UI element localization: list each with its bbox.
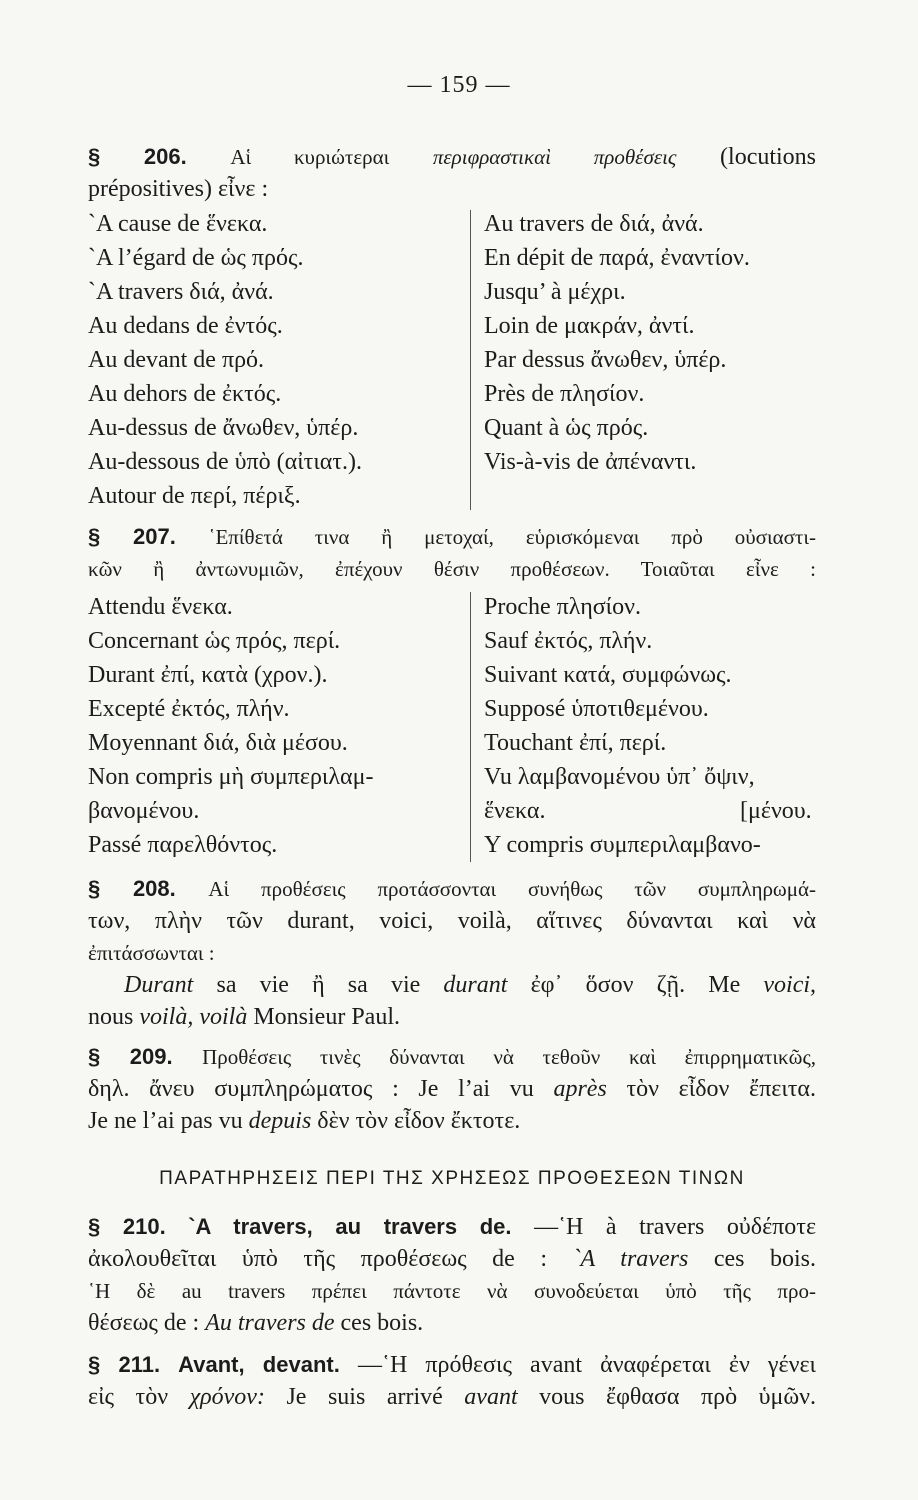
section-number: § 211. <box>88 1352 161 1377</box>
list-item: `A l’égard de ὡς πρός. <box>88 245 304 271</box>
list-item: Moyennant διά, διὰ μέσου. <box>88 730 348 756</box>
section-211-line2: εἰς τὸν χρόνον: Je suis arrivé avant vous ἔφθασα πρὸ ὑμῶν. <box>88 1384 817 1410</box>
section-209-line2: δηλ. ἄνευ συμπληρώματος : Je l’ai vu après τὸν εἶδον ἔπειτα. <box>88 1076 817 1102</box>
overflow-word: [μένου. <box>740 798 812 824</box>
section-number: § 208. <box>88 876 176 901</box>
section-209-line3: Je ne l’ai pas vu depuis δὲν τὸν εἶδον ἔκτοτε. <box>88 1108 521 1134</box>
column-divider <box>470 592 471 862</box>
list-item: Y compris συμπεριλαμβανο- <box>484 832 761 858</box>
list-item: Loin de μακράν, ἀντί. <box>484 313 695 339</box>
list-item: Supposé ὑποτιθεμένου. <box>484 696 709 722</box>
section-heading: ΠΑΡΑΤΗΡΗΣΕΙΣ ΠΕΡΙ ΤΗΣ ΧΡΗΣΕΩΣ ΠΡΟΘΕΣΕΩΝ ΤΙΝΩΝ <box>159 1168 745 1189</box>
list-item: Non compris μὴ συμπεριλαμ- <box>88 764 374 790</box>
section-206-line2: prépositives) εἶνε : <box>88 176 269 202</box>
section-209-intro: § 209. Προθέσεις τινὲς δύνανται νὰ τεθοῦν καὶ ἐπιρρηματικῶς, <box>88 1044 817 1069</box>
section-207-right-column <box>484 590 761 862</box>
section-210-line4: θέσεως de : Au travers de ces bois. <box>88 1310 424 1336</box>
list-item: En dépit de παρά, ἐναντίον. <box>484 245 750 271</box>
list-item: Durant ἐπί, κατὰ (χρον.). <box>88 662 328 688</box>
section-number: § 207. <box>88 524 176 549</box>
section-211-intro: § 211. Avant, devant. —῾Η πρόθεσις avant ἀναφέρεται ἐν γένει <box>88 1352 817 1378</box>
section-210-line3: ῾Η δὲ au travers πρέπει πάντοτε νὰ συνοδεύεται ὑπὸ τῆς προ- <box>88 1279 816 1303</box>
section-208-example1: Durant sa vie ἢ sa vie durant ἐφ᾽ ὅσον ζῇ. Me voici, <box>124 972 817 998</box>
list-item: Suivant κατά, συμφώνως. <box>484 662 732 688</box>
list-item: βανομένου. <box>88 798 200 824</box>
list-item: Vu λαμβανομένου ὑπ᾽ ὄψιν, <box>484 764 755 790</box>
section-210-line2: ἀκολουθεῖται ὑπὸ τῆς προθέσεως de : `A travers ces bois. <box>88 1246 817 1272</box>
list-item: Par dessus ἄνωθεν, ὑπέρ. <box>484 347 727 373</box>
list-item: Quant à ὡς πρός. <box>484 415 649 441</box>
list-item: Au dehors de ἐκτός. <box>88 381 282 407</box>
list-item: Concernant ὡς πρός, περί. <box>88 628 341 654</box>
list-item: Excepté ἐκτός, πλήν. <box>88 696 290 722</box>
page-number: — 159 — <box>407 72 511 98</box>
section-number: § 206. <box>88 144 187 169</box>
list-item: Près de πλησίον. <box>484 381 645 407</box>
section-title: `A travers, au travers de. <box>188 1214 512 1239</box>
list-item: Au-dessus de ἄνωθεν, ὑπέρ. <box>88 415 359 441</box>
list-item: Touchant ἐπί, περί. <box>484 730 667 756</box>
section-210-intro: § 210. `A travers, au travers de. —῾Η à travers οὐδέποτε <box>88 1214 817 1240</box>
list-item: Jusqu’ à μέχρι. <box>484 279 626 305</box>
list-item: Proche πλησίον. <box>484 594 641 620</box>
section-207-line2: κῶν ἢ ἀντωνυμιῶν, ἐπέχουν θέσιν προθέσεων. Τοιαῦται εἶνε : <box>88 557 816 581</box>
section-number: § 210. <box>88 1214 166 1239</box>
column-divider <box>470 210 471 510</box>
list-item: `A travers διά, ἀνά. <box>88 279 274 305</box>
list-item: Au devant de πρό. <box>88 347 265 373</box>
section-206-right-column <box>484 207 750 479</box>
list-item: Vis-à-vis de ἀπέναντι. <box>484 449 697 475</box>
section-208-intro: § 208. Αἱ προθέσεις προτάσσονται συνήθως τῶν συμπληρωμά- <box>88 876 816 901</box>
section-207-left-column <box>88 590 373 862</box>
section-208-line2: των, πλὴν τῶν durant, voici, voilà, αἵτινες δύνανται καὶ νὰ <box>88 908 816 934</box>
list-item: Passé παρελθόντος. <box>88 832 278 858</box>
section-208-line3: ἐπιτάσσωνται : <box>88 941 215 965</box>
section-208-example2: nous voilà, voilà Monsieur Paul. <box>88 1004 400 1030</box>
list-item: Au-dessous de ὑπὸ (αἰτιατ.). <box>88 449 362 475</box>
section-206-intro: § 206. Αἱ κυριώτεραι περιφραστικαὶ προθέσεις (locutions <box>88 144 817 170</box>
list-item: `A cause de ἕνεκα. <box>88 211 268 237</box>
list-item: Autour de περί, πέριξ. <box>88 483 301 509</box>
list-item: Sauf ἐκτός, πλήν. <box>484 628 653 654</box>
section-number: § 209. <box>88 1044 173 1069</box>
section-title: Avant, devant. <box>178 1352 340 1377</box>
section-206-left-column <box>88 207 362 513</box>
list-item: Au travers de διά, ἀνά. <box>484 211 704 237</box>
section-207-intro: § 207. ῾Επίθετά τινα ἢ μετοχαί, εὑρισκόμεναι πρὸ οὐσιαστι- <box>88 524 817 549</box>
list-item: Au dedans de ἐντός. <box>88 313 283 339</box>
list-item: Attendu ἕνεκα. <box>88 594 233 620</box>
list-item: ἕνεκα. <box>484 798 546 824</box>
